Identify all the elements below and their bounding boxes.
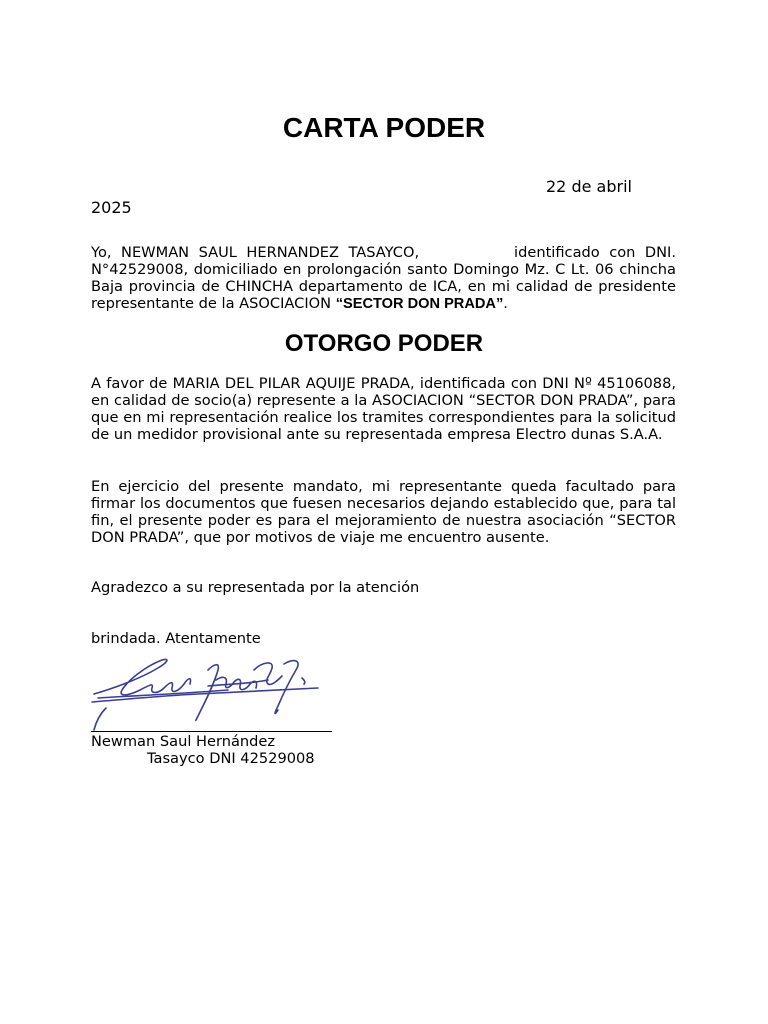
signature-line (91, 731, 332, 732)
intro-end: . (503, 295, 508, 312)
intro-text: Yo, NEWMAN SAUL HERNANDEZ TASAYCO, identificado con DNI. N°42529008, domiciliado en prolongación santo Domingo Mz. C Lt. 06 chincha Baja provincia de CHINCHA departamento de ICA, en mi calidad de presidente representante de la ASOCIACION (91, 244, 681, 312)
date-day-month: 22 de abril (546, 177, 632, 196)
handwritten-signature (88, 650, 328, 735)
intro-paragraph (91, 244, 681, 313)
thanks-paragraph: Agradezco a su representada por la atención (91, 579, 420, 596)
signer-name: Newman Saul Hernández (91, 733, 276, 750)
grant-paragraph: A favor de MARIA DEL PILAR AQUIJE PRADA, identificada con DNI Nº 45106088, en calidad de socio(a) represente a la ASOCIACION “SECTOR DON PRADA”, para que en mi representación realice los tramites correspondientes para la solicitud de un medidor provisional ante su representada empresa Electro dunas S.A.A. (91, 375, 676, 443)
date-year: 2025 (91, 198, 132, 217)
association-name: “SECTOR DON PRADA” (335, 296, 504, 312)
closing-line: brindada. Atentamente (91, 630, 261, 647)
signer-id: Tasayco DNI 42529008 (147, 750, 315, 767)
document-title: CARTA PODER (282, 112, 486, 143)
section-title: OTORGO PODER (284, 330, 484, 357)
mandate-paragraph: En ejercicio del presente mandato, mi representante queda facultado para firmar los documentos que fuesen necesarios dejando establecido que, para tal fin, el presente poder es para el mejoramiento de nuestra asociación “SECTOR DON PRADA”, que por motivos de viaje me encuentro ausente. (91, 478, 676, 546)
